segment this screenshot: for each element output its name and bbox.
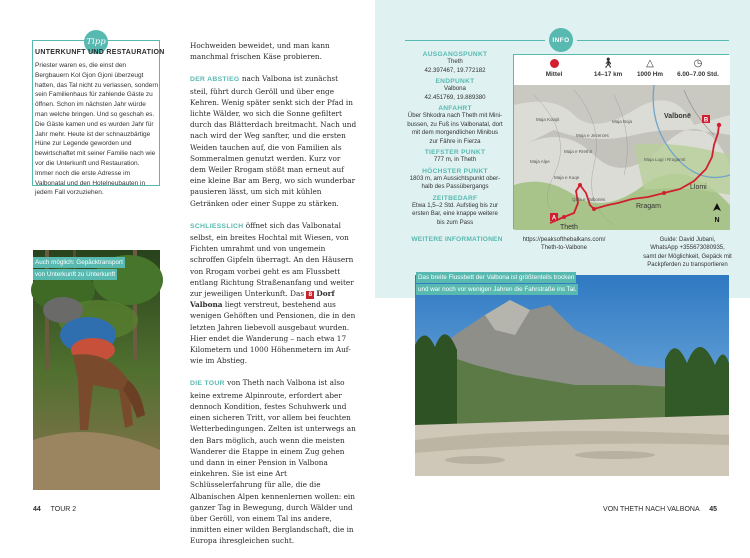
fact-heading: AUSGANGSPUNKT [422,51,488,58]
hiker-icon: 🚶︎ [601,58,615,69]
paragraph-descent [190,73,357,208]
info-rule-right [577,40,729,41]
duration-label: 6.00–7.00 Std. [677,71,719,78]
further-info-guide [625,236,750,269]
finally-text-b: liegt verstreut, bestehend aus wenigen Gehöften und Pensionen, die in den letzten Jahren liebevoll ausgebaut wurden. Hier endet die Wanderung – nach etwa 17 Kilometern und 1000 Höhenmetern im Auf- wie im Abstieg. [190,300,356,366]
descent-text: nach Valbona ist zunächst steil, führt durch Geröll und über enge Kehren. Wenig später senkt sich der Pfad in lichte Wälder, wo sich die Sonne gefiltert durch das Blätterdach breitmacht. Nach und nach wird der Weg sanfter, und die ersten Weiden tauchen auf, die von Familien als Sommeralmen genutzt werden. Kurz vor dem Weiler Rrogam stößt man erneut auf eine kleine Bar am Berg, wo sich wunderbar pausieren lässt, um sich mit kühlen Getränken oder einer Suppe zu stärken. [190,74,357,208]
body-text [190,40,357,558]
fact-lowest [405,149,505,165]
info-badge: INFO [549,28,573,52]
map-label-peak: Maja e Kuqe [554,175,580,180]
info-facts [405,48,505,227]
mule-photo [33,250,160,490]
fact-line: 42.397467, 19.772182 [424,66,486,74]
fact-line: halb des Passübergangs [421,183,489,190]
caption-left-line-1: Auch möglich: Gepäcktransport [35,259,123,266]
valley-photo [415,275,729,476]
map-label-llomi: Llomi [690,184,707,191]
fact-access [405,105,505,146]
paragraph-finally [190,220,357,367]
paragraph-tour [190,377,357,546]
fact-line: ersten Bar, eine knappe weitere [412,210,498,217]
fact-highest [405,168,505,192]
fact-line: bis zum Pass [436,218,474,226]
fact-line: bussen, zu Fuß ins Valbonatal, dort [407,120,503,128]
map-label-pass: Qafa e Valbonës [572,197,606,202]
page-number-left: 44 [33,506,41,513]
tipp-title: UNTERKUNFT UND RESTAURATION [35,49,165,56]
left-page [0,0,375,546]
link-line[interactable]: https://peaksofthebalkans.com/ [522,237,606,243]
mule-photo-illustration [33,250,160,490]
distance-label: 14–17 km [593,71,623,78]
place-name: Dorf Valbona [190,289,335,310]
map-label-valbona: Valbonë [664,113,691,120]
guide-line: Packpferden zu transportieren [647,261,728,268]
map-label-peak: Maja Alpe [530,159,550,164]
fact-line: Über Shkodra nach Theth mit Mini- [407,112,503,119]
right-page [375,0,750,534]
map-marker-end: B [703,117,709,124]
fact-line: Theth [447,58,463,65]
stat-duration [669,58,727,78]
guide-line: Guide: David Jubani, [659,237,716,243]
stat-elevation [632,58,668,78]
paragraph-1: Hochweiden beweidet, und man kann manchmal frischen Käse probieren. [190,41,330,62]
guide-line: samt der Möglichkeit, Gepäck mit [643,253,732,260]
map-marker-badge: 8 [308,291,313,299]
fact-heading: HÖCHSTER PUNKT [422,167,488,175]
mountain-icon: △ [646,58,654,69]
info-rule-left [405,40,545,41]
keyword-descent: DER ABSTIEG [190,76,240,84]
fact-line: Etwa 1,5–2 Std. Aufstieg bis zur [411,201,499,209]
fact-line: Valbona [444,85,466,92]
fact-start [405,51,505,75]
fact-line: 1803 m, am Aussichtspunkt ober- [409,174,501,182]
tour-stats [514,55,730,85]
fact-line: zur Fähre in Fierza [429,137,481,145]
fact-line: 42.451769, 19.889380 [424,93,486,101]
tour-text: von Theth nach Valbona ist also keine extreme Alpinroute, erfordert aber dennoch Kondition, festes Schuhwerk und einen sicheren Tritt, vor allem bei feuchten Wetterbedingungen. Zelten ist unterwegs an den Bars möglich, auch wenn die meisten Wanderer die Etappe in einem Zug gehen und dann in einer Pension in Valbona einkehren. Sie ist eine Art Schlüsselerfahrung für alle, die die Albanischen Alpen kennenlernen wollen: ein ganzer Tag in Bewegung, durch Wälder und über Geröll, von einem Tal ins andere, inmitten einer wilden Berglandschaft, die in Europa ihresgleichen sucht. [190,378,356,546]
stat-distance [586,58,630,78]
page-number-right: 45 [709,506,717,513]
further-info-link[interactable] [509,236,619,253]
fact-end [405,78,505,102]
compass-label: N [714,217,720,224]
difficulty-dot-icon [550,59,559,68]
link-line[interactable]: Theth-to-Valbone [541,245,587,252]
tipp-badge: Tipp [84,30,108,54]
map-label-peak: Maja Lugi i Rragamit [644,157,686,162]
elevation-label: 1000 Hm [637,71,663,78]
topo-map [514,85,730,230]
caption-right-line-2: und war noch vor wenigen Jahren die Fahrstraße ins Tal. [418,286,577,293]
map-label-rragam: Rragam [636,203,661,210]
guide-line: WhatsApp +355673080935, [650,245,725,252]
map-label-peak: Maja Boja [612,119,633,124]
photo-caption-right [416,272,578,296]
finally-text-a: öffnet sich das Valbonatal selbst, ein breites Hochtal mit Wiesen, von Fichten umrahmt und von ungemein schroffen Gipfeln überragt. An den Häusern von Rrogam vorbei geht es am Flussbett entlang Richtung Straßenanfang und weiter zur jeweiligen Unterkunft. Das [190,220,354,299]
map-label-peak: Maja Kolajit [536,117,560,122]
valley-photo-illustration [415,275,729,476]
map-label-theth: Theth [560,224,578,231]
fact-heading: ANFAHRT [438,105,472,112]
map-marker-start: A [551,215,557,222]
fact-time [405,195,505,228]
fact-heading: TIEFSTER PUNKT [424,149,486,156]
further-info-heading: WEITERE INFORMATIONEN [411,236,503,243]
footer-section-left: TOUR 2 [50,506,77,513]
footer-right [603,506,717,513]
map-label-peak: Maja e Jezercës [576,133,609,138]
keyword-tour: DIE TOUR [190,380,225,388]
map-label-peak: Maja e Rrethit [564,149,593,154]
tipp-text: Priester waren es, die einst den Bergbauern Kol Gjon Gjoni überzeugt hatten, das Tal nicht zu verlassen, sondern sein Familienhaus für zahlende Gäste zu öffnen. Schon im nächsten Jahr würde man welche bringen. Und so geschah es. Die Gäste kamen und es wurden Jahr für Jahr mehr. Heute ist der schnauzbärtige Hüne zur Legende geworden und bewirtschaftet mit seiner Familie nach wie vor die Unterkunft und Restauration. Immer noch die erste Adresse im Valbonatal und den Hotelneubauten in jedem Fall vorzuziehen. [35,62,159,197]
caption-left-line-2: von Unterkunft zu Unterkunft [35,271,116,278]
keyword-finally: SCHLIESSLICH [190,222,244,230]
caption-right-line-1: Das breite Flussbett der Valbona ist größtenteils trocken [418,274,575,281]
footer-left [33,506,76,513]
fact-heading: ZEITBEDARF [432,194,478,202]
topo-map-drawing [514,85,730,230]
stat-difficulty [534,58,574,78]
fact-heading: ENDPUNKT [435,78,475,85]
fact-line: 777 m, in Theth [433,156,477,163]
footer-section-right: VON THETH NACH VALBONA [603,506,700,513]
fact-line: mit dem morgendlichen Minibus [411,129,499,136]
route-map [513,54,729,229]
photo-caption-left [33,257,125,281]
difficulty-label: Mittel [545,71,563,78]
clock-icon: ◷ [693,58,703,69]
